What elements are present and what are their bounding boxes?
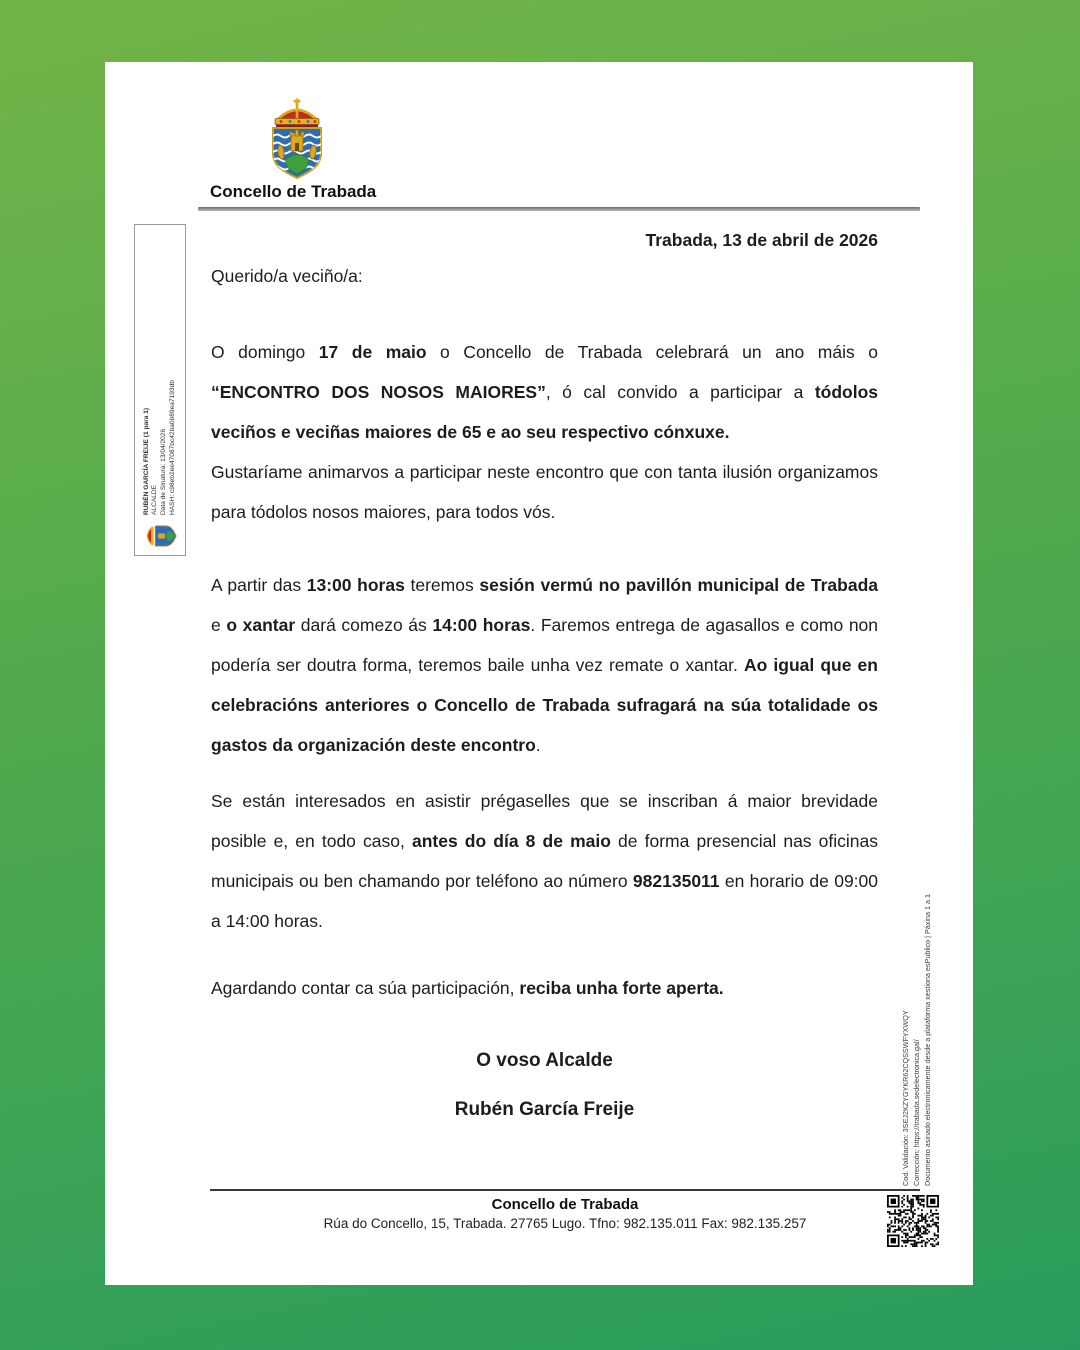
paragraph-encouragement: Gustaríame animarvos a participar neste encontro que con tanta ilusión organizamos para tódolos nosos maiores, para todos vós. [211,462,878,522]
signoff-name: Rubén García Freije [454,1099,635,1120]
letter-body [211,332,878,1134]
signature-stamp-box [134,224,186,556]
header-org-name: Concello de Trabada [210,182,377,201]
validation-strip [900,822,934,1186]
page-footer [210,1189,920,1231]
signoff-title: O voso Alcalde [476,1050,613,1071]
stamp-signer: RUBÉN GARCÍA FREIJE (1 para 1) [142,407,150,515]
signature-block [211,1036,878,1134]
paragraph-registration: Se están interesados en asistir prégaselles que se inscriban á maior brevidade posible e, en todo caso, antes do día 8 de maio de forma presencial nas oficinas municipais ou ben chamando por teléfono ao número 982135011 en horario de 09:00 a 14:00 horas. [211,791,878,931]
header-divider [198,207,920,211]
stamp-hash: HASH: c98eb2ee47087bc42ba0b89ea7193db [168,380,176,515]
validation-code: Cod. Validación: 3SEJ2KZYGYKR62CQSSWFYXWQY [901,1010,910,1186]
coat-of-arms-icon [262,97,332,182]
footer-divider [210,1189,920,1191]
paragraph-invitation: O domingo 17 de maio o Concello de Trabada celebrará un ano máis o “ENCONTRO DOS NOSOS MAIORES”, ó cal convido a participar a tódolos veciños e veciñas maiores de 65 e ao seu respectivo cónxuxe. [211,342,878,442]
validation-url: Corrección: https://trabada.sedelectronica.gal/ [912,1039,921,1186]
footer-org-name: Concello de Trabada [491,1196,639,1213]
letter-page [105,62,973,1285]
letter-salutation: Querido/a veciño/a: [211,266,363,286]
validation-platform: Documento asinado electronicamente desde a plataforma xestiona esPublico | Páxina 1 a 1 [923,894,932,1186]
stamp-date: Data de Sinatura: 13/04/2026 [160,428,167,515]
coat-of-arms-small-icon [142,521,178,551]
qr-code [887,1195,939,1247]
paragraph-closing: Agardando contar ca súa participación, reciba unha forte aperta. [211,978,724,998]
footer-address: Rúa do Concello, 15, Trabada. 27765 Lugo. Tfno: 982.135.011 Fax: 982.135.257 [323,1216,807,1231]
stamp-role: ALCALDE [151,484,159,515]
paragraph-schedule: A partir das 13:00 horas teremos sesión vermú no pavillón municipal de Trabada e o xantar dará comezo ás 14:00 horas. Faremos entrega de agasallos e como non podería ser doutra forma, teremos baile unha vez remate o xantar. Ao igual que en celebracións anteriores o Concello de Trabada sufragará na súa totalidade os gastos da organización deste encontro. [211,575,879,755]
letter-date: Trabada, 13 de abril de 2026 [645,230,878,250]
